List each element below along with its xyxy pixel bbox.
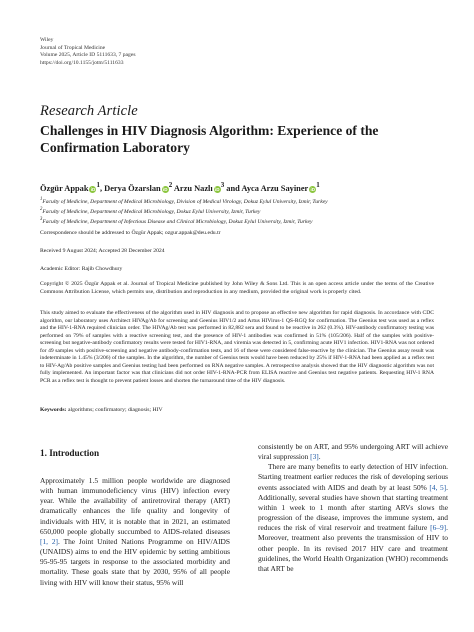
affiliation-text: Faculty of Medicine, Department of Infectious Disease and Clinical Microbiology, Dokuz Eylul University, Izmir, Turkey — [42, 218, 313, 225]
body-column-right — [258, 442, 448, 574]
doi-link[interactable]: https://doi.org/10.1155/jotm/5111633 — [40, 59, 124, 66]
affiliation — [40, 206, 434, 216]
affiliation — [40, 216, 434, 226]
author-affiliation-marker: 2 — [168, 181, 173, 189]
body-text: . The Joint United Nations Programme on HIV/AIDS (UNAIDS) aims to end the HIV epidemic by setting ambitious 95-95-95 targets in response to the associated morbidity and mortality. These goals state that by 2030, 95% of all people living with HIV will know their status, 95% will — [40, 536, 230, 587]
orcid-icon[interactable]: iD — [310, 186, 316, 192]
affiliation-marker: 3 — [40, 217, 43, 223]
keywords-label: Keywords: — [40, 407, 67, 413]
keywords — [40, 407, 434, 413]
affiliation-marker: 2 — [40, 207, 43, 213]
publisher-name: Wiley — [40, 37, 54, 43]
body-text: . — [318, 452, 321, 462]
keywords-list: algorithms; confirmatory; diagnosis; HIV — [67, 407, 163, 413]
orcid-icon[interactable]: iD — [90, 186, 96, 192]
citation-link[interactable]: [6–9] — [430, 523, 447, 533]
author-name[interactable]: Arzu Nazlı — [173, 183, 213, 193]
body-column-left — [40, 476, 230, 588]
copyright-notice: Copyright © 2025 Özgür Appak et al. Journal of Tropical Medicine published by John Wiley & Sons Ltd. This is an open access article under the terms of the Creative Commons Attribution License, which permits use, distribution and reproduction in any medium, provided the original work is properly cited. — [40, 281, 434, 295]
body-text: . Additionally, several studies have shown that starting treatment within 1 week to 1 month after starting ARVs slows the progression of the disease, improves the immune system, and reduces the risk of viral reservoir and treatment failure — [258, 482, 448, 533]
author-name[interactable]: Ayca Arzu Sayiner — [241, 183, 309, 193]
author-list — [40, 181, 434, 193]
citation-link[interactable]: [4, 5] — [429, 482, 447, 492]
paragraph — [258, 462, 448, 574]
correspondence: Correspondence should be addressed to Özgür Appak; ozgur.appak@deu.edu.tr — [40, 230, 221, 236]
body-text: Approximately 1.5 million people worldwide are diagnosed with human immunodeficiency virus (HIV) infection every year. While the availability of antiretroviral therapy (ART) dramatically enhances the life quality and longevity of individuals with HIV, it is notable that in 2021, an estimated 650,000 people globally succumbed to AIDS-related diseases — [40, 476, 230, 536]
body-text: consistently be on ART, and 95% undergoing ART will achieve viral suppression — [258, 442, 448, 462]
article-title: Challenges in HIV Diagnosis Algorithm: Experience of the Confirmation Laboratory — [40, 123, 379, 155]
affiliations — [40, 196, 434, 226]
journal-name: Journal of Tropical Medicine — [40, 44, 106, 51]
section-heading-introduction: 1. Introduction — [40, 448, 100, 458]
citation-link[interactable]: [3] — [310, 452, 319, 462]
author-name[interactable]: Derya Özarslan — [104, 183, 161, 193]
paragraph — [258, 442, 448, 462]
volume-info: Volume 2025, Article ID 5111633, 7 pages — [40, 52, 136, 59]
affiliation — [40, 196, 434, 206]
body-text: . Moreover, treatment also prevents the transmission of HIV to other people. In its revised 2017 HIV care and treatment guidelines, the World Health Organization (WHO) recommends that ART be — [258, 523, 448, 573]
journal-masthead — [40, 37, 434, 67]
author-affiliation-marker: 3 — [220, 181, 225, 189]
academic-editor: Academic Editor: Rajib Chowdhury — [40, 266, 123, 272]
orcid-icon[interactable]: iD — [162, 186, 168, 192]
author-affiliation-marker: 1 — [316, 181, 320, 189]
author-name[interactable]: Özgür Appak — [40, 183, 89, 193]
body-text: There are many benefits to early detection of HIV infection. Starting treatment earlier reduces the risk of developing serious events associated with AIDS and death by at least 50% — [258, 462, 448, 492]
affiliation-text: Faculty of Medicine, Department of Medical Microbiology, Division of Medical Virology, Dokuz Eylul University, Izmir, Turkey — [42, 198, 328, 205]
author-separator: and — [224, 183, 242, 193]
affiliation-marker: 1 — [40, 197, 43, 202]
received-accepted-dates: Received 9 August 2024; Accepted 28 December 2024 — [40, 248, 165, 254]
abstract: This study aimed to evaluate the effectiveness of the algorithm used in HIV diagnosis and to propose an effective new algorithm for rapid diagnosis. In accordance with CDC algorithm, our laboratory uses Architect HIVAg/Ab for screening and Geenius HIV1/2 and Artus HIVirus-1 QS-RGQ for confirmation. The Geenius test was used as a reflex and the HIV-1-RNA required clinician order. The HIVAg/Ab test was performed in 82,882 sera and found to be reactive in 262 (0.3%). HIV-antibody confirmatory testing was performed on 79% of samples with a reactive screening test, and the presence of HIV-1 antibodies was confirmed in 51% (105/206). Half of the samples with positive-screening but negative-antibody confirmatory results were tested for HIV1-RNA, and viremia was detected in 5, confirming acute HIV1 infection. HIV1-RNA was not ordered for 49 samples with positive-screening and negative antibody-confirmation tests, and 16 of these were considered false-reactive by the clinician. The Geenius assay result was indeterminate in 1.45% (3/206) of the samples. In the algorithm, the number of Geenius tests would have been reduced by 25% if HIV-1-RNA had been applied as a reflex test to HIV-Ag/Ab positive samples and Geenius testing had been performed on RNA negative samples. A retrospective analysis showed that the HIV diagnostic algorithm was not fully implemented. An important factor was that clinicians did not order HIV-1-RNA-PCR from ELISA reactive and Geenius test negative patients. Requesting HIV-1 RNA PCR as a reflex test is thought to prevent patient losses and shorten the turnaround time of the HIV diagnosis. — [40, 310, 434, 384]
affiliation-text: Faculty of Medicine, Department of Medical Microbiology, Dokuz Eylul University, Izmir, Turkey — [42, 208, 261, 215]
citation-link[interactable]: [1, 2] — [40, 536, 59, 546]
author-affiliation-marker: 1 — [96, 181, 100, 189]
orcid-icon[interactable]: iD — [214, 186, 220, 192]
article-type: Research Article — [40, 103, 138, 119]
author-separator: , — [99, 183, 105, 193]
